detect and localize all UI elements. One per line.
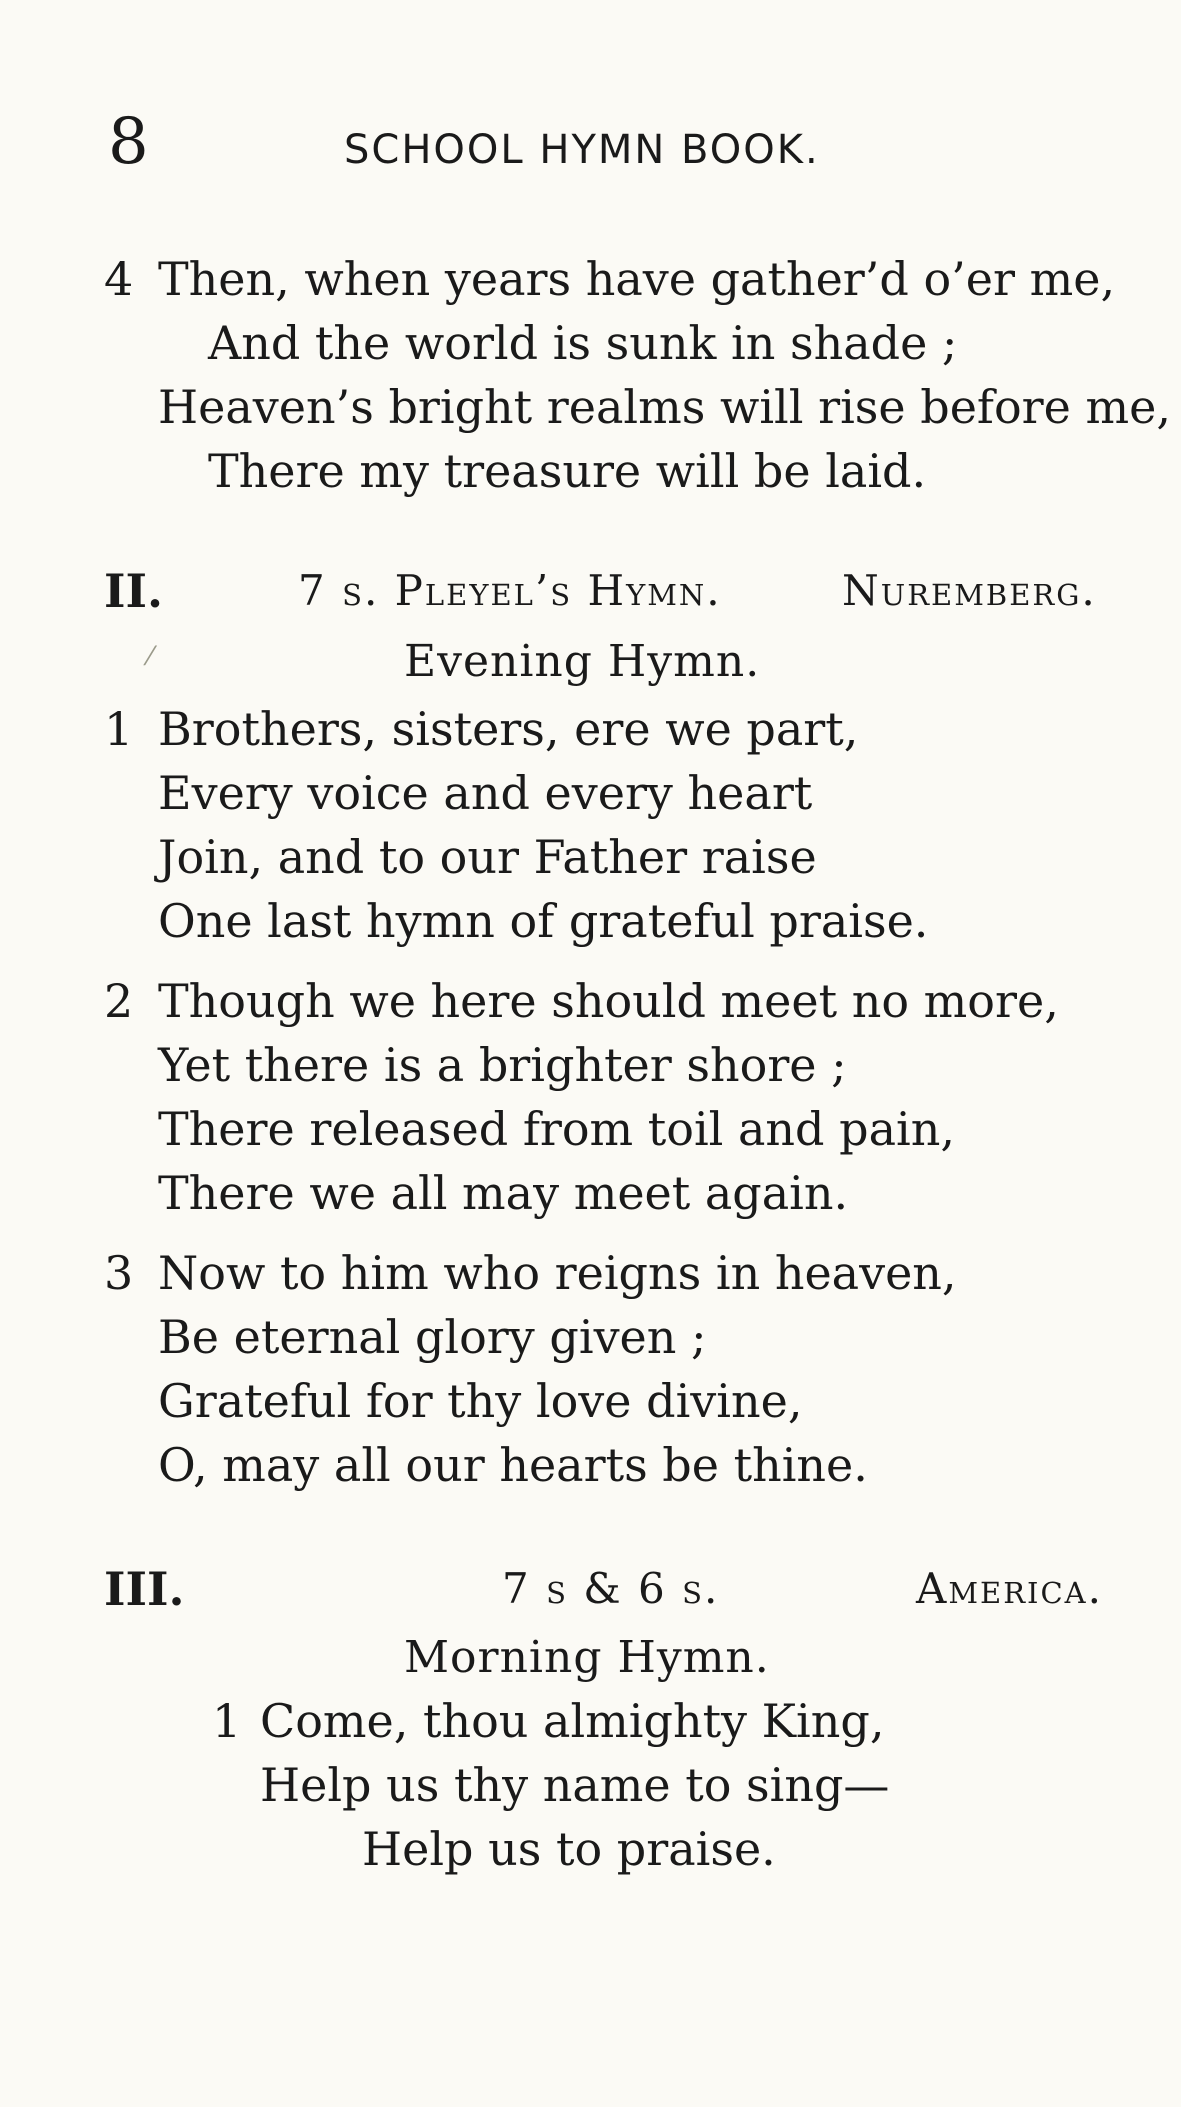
margin-mark: ⁄: [148, 642, 153, 672]
verse-line: Every voice and every heart: [158, 766, 813, 820]
hymn-subtitle: Evening Hymn.: [404, 636, 761, 687]
verse-line: There released from toil and pain,: [158, 1102, 955, 1156]
hymn-meter: 7 s. Pleyel’s Hymn.: [298, 566, 722, 615]
verse-line: Help us thy name to sing—: [260, 1758, 890, 1812]
verse-line: Heaven’s bright realms will rise before me,: [158, 380, 1171, 434]
stanza-number: 1: [212, 1694, 242, 1748]
verse-line: One last hymn of grateful praise.: [158, 894, 929, 948]
verse-line: Then, when years have gather’d o’er me,: [158, 252, 1116, 306]
verse-line: Brothers, sisters, ere we part,: [158, 702, 859, 756]
verse-line: There my treasure will be laid.: [208, 444, 927, 498]
verse-line: Help us to praise.: [362, 1822, 776, 1876]
verse-line: And the world is sunk in shade ;: [208, 316, 958, 370]
hymn-meter: 7 s & 6 s.: [502, 1564, 720, 1613]
verse-line: Now to him who reigns in heaven,: [158, 1246, 957, 1300]
hymn-number: II.: [104, 564, 164, 618]
running-header-title: SCHOOL HYMN BOOK.: [344, 127, 820, 173]
verse-line: Though we here should meet no more,: [158, 974, 1059, 1028]
verse-line: Yet there is a brighter shore ;: [158, 1038, 847, 1092]
stanza-number: 3: [104, 1246, 134, 1300]
verse-line: Grateful for thy love divine,: [158, 1374, 803, 1428]
verse-line: Join, and to our Father raise: [158, 830, 817, 884]
hymn-tune: America.: [916, 1564, 1103, 1613]
verse-line: O, may all our hearts be thine.: [158, 1438, 868, 1492]
verse-line: Be eternal glory given ;: [158, 1310, 707, 1364]
page-number: 8: [108, 105, 149, 179]
stanza-number: 4: [104, 252, 134, 306]
hymn-tune: Nuremberg.: [842, 566, 1097, 615]
verse-line: There we all may meet again.: [158, 1166, 849, 1220]
hymn-subtitle: Morning Hymn.: [404, 1632, 770, 1683]
hymn-number: III.: [104, 1562, 185, 1616]
stanza-number: 1: [104, 702, 134, 756]
verse-line: Come, thou almighty King,: [260, 1694, 885, 1748]
stanza-number: 2: [104, 974, 134, 1028]
